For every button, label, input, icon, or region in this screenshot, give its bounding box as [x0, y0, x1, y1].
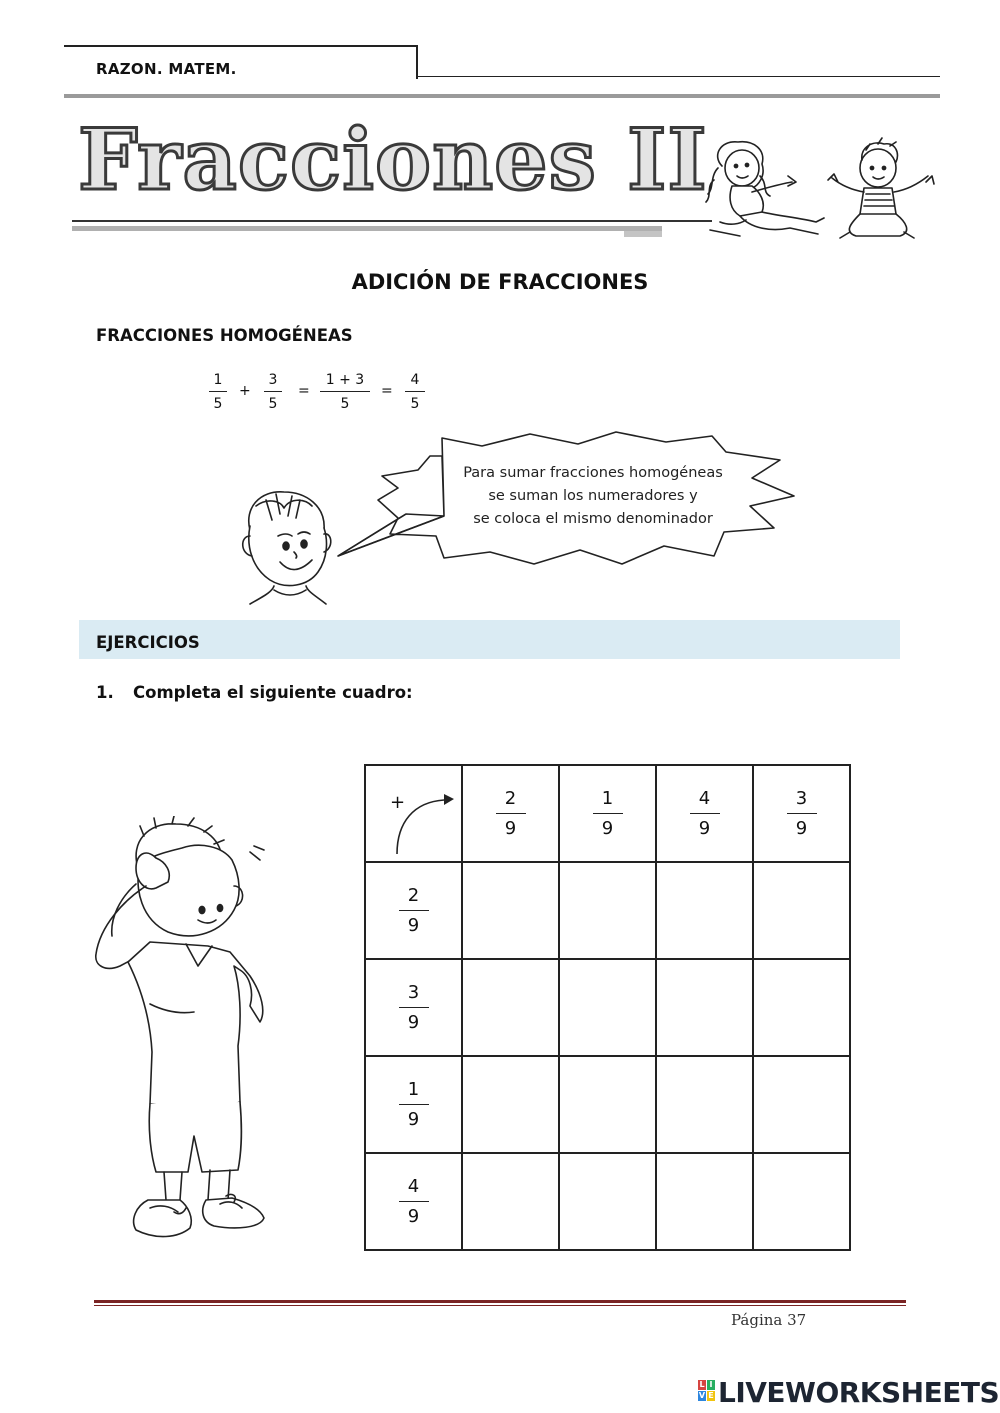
example-fraction-1: 1 5	[209, 373, 227, 411]
answer-cell[interactable]	[753, 1056, 850, 1153]
column-header-cell	[462, 765, 559, 862]
answer-cell[interactable]	[656, 959, 753, 1056]
example-fraction-2: 3 5	[264, 373, 282, 411]
plus-sign: +	[390, 792, 406, 813]
column-header-fraction: 3 9	[754, 766, 849, 861]
speech-line-1: Para sumar fracciones homogéneas	[463, 465, 723, 481]
exercises-label: EJERCICIOS	[96, 633, 200, 652]
row-header-fraction: 2 9	[366, 863, 461, 958]
speech-bubble-text	[448, 462, 738, 531]
example-fraction-3: 1 + 3 5	[320, 373, 370, 411]
example-fraction-4: 4 5	[405, 373, 425, 411]
liveworksheets-logo-icon	[698, 1380, 716, 1402]
answer-cell[interactable]	[559, 862, 656, 959]
section-title: ADICIÓN DE FRACCIONES	[351, 270, 649, 294]
column-header-fraction: 4 9	[657, 766, 752, 861]
answer-cell[interactable]	[462, 1153, 559, 1250]
row-header-cell	[365, 1153, 462, 1250]
answer-cell[interactable]	[559, 1153, 656, 1250]
answer-cell[interactable]	[753, 862, 850, 959]
boy-face-illustration	[236, 486, 336, 608]
row-header-cell	[365, 959, 462, 1056]
logo-badge-l: L	[699, 1380, 705, 1389]
thinking-boy-illustration	[90, 816, 270, 1250]
question-text: Completa el siguiente cuadro:	[133, 683, 413, 702]
answer-cell[interactable]	[559, 959, 656, 1056]
speech-line-2: se suman los numeradores y	[488, 488, 698, 504]
answer-cell[interactable]	[462, 1056, 559, 1153]
column-header-fraction: 2 9	[463, 766, 558, 861]
title-gray-rule-tab	[624, 231, 662, 237]
footer-rule	[94, 1300, 906, 1303]
answer-cell[interactable]	[753, 1153, 850, 1250]
table-row	[365, 959, 850, 1056]
page-number: Página 37	[731, 1311, 807, 1329]
liveworksheets-wordmark[interactable]: LIVEWORKSHEETS	[718, 1376, 1000, 1409]
subsection-title: FRACCIONES HOMOGÉNEAS	[96, 326, 353, 345]
header-gray-rule	[64, 94, 940, 98]
table-row	[365, 862, 850, 959]
example-equals-1: =	[298, 383, 310, 399]
column-header-fraction: 1 9	[560, 766, 655, 861]
answer-cell[interactable]	[753, 959, 850, 1056]
speech-line-3: se coloca el mismo denominador	[473, 511, 713, 527]
row-header-fraction: 4 9	[366, 1154, 461, 1249]
exercises-banner	[79, 620, 900, 659]
table-corner-cell	[365, 765, 462, 862]
logo-badge-i: I	[707, 1380, 715, 1390]
subject-label: RAZON. MATEM.	[96, 60, 237, 78]
answer-cell[interactable]	[559, 1056, 656, 1153]
title-gray-rule	[72, 226, 662, 231]
row-header-fraction: 1 9	[366, 1057, 461, 1152]
column-header-cell	[559, 765, 656, 862]
logo-badge-e: E	[708, 1391, 714, 1400]
title-rule	[72, 220, 712, 222]
row-header-cell	[365, 862, 462, 959]
answer-cell[interactable]	[462, 959, 559, 1056]
header-rule	[416, 76, 940, 77]
column-header-cell	[656, 765, 753, 862]
row-header-fraction: 3 9	[366, 960, 461, 1055]
table-header-row	[365, 765, 850, 862]
logo-badge-v: V	[698, 1391, 706, 1400]
answer-cell[interactable]	[656, 862, 753, 959]
example-plus: +	[239, 383, 251, 399]
row-header-cell	[365, 1056, 462, 1153]
table-row	[365, 1153, 850, 1250]
footer-rule-thin	[94, 1305, 906, 1306]
table-row	[365, 1056, 850, 1153]
addition-table	[364, 764, 851, 1251]
column-header-cell	[753, 765, 850, 862]
children-illustration	[700, 136, 940, 246]
answer-cell[interactable]	[656, 1153, 753, 1250]
answer-cell[interactable]	[656, 1056, 753, 1153]
page-title: Fracciones II	[78, 110, 708, 209]
example-equals-2: =	[381, 383, 393, 399]
curved-arrow-icon	[392, 792, 458, 856]
answer-cell[interactable]	[462, 862, 559, 959]
question-number: 1.	[96, 683, 114, 702]
